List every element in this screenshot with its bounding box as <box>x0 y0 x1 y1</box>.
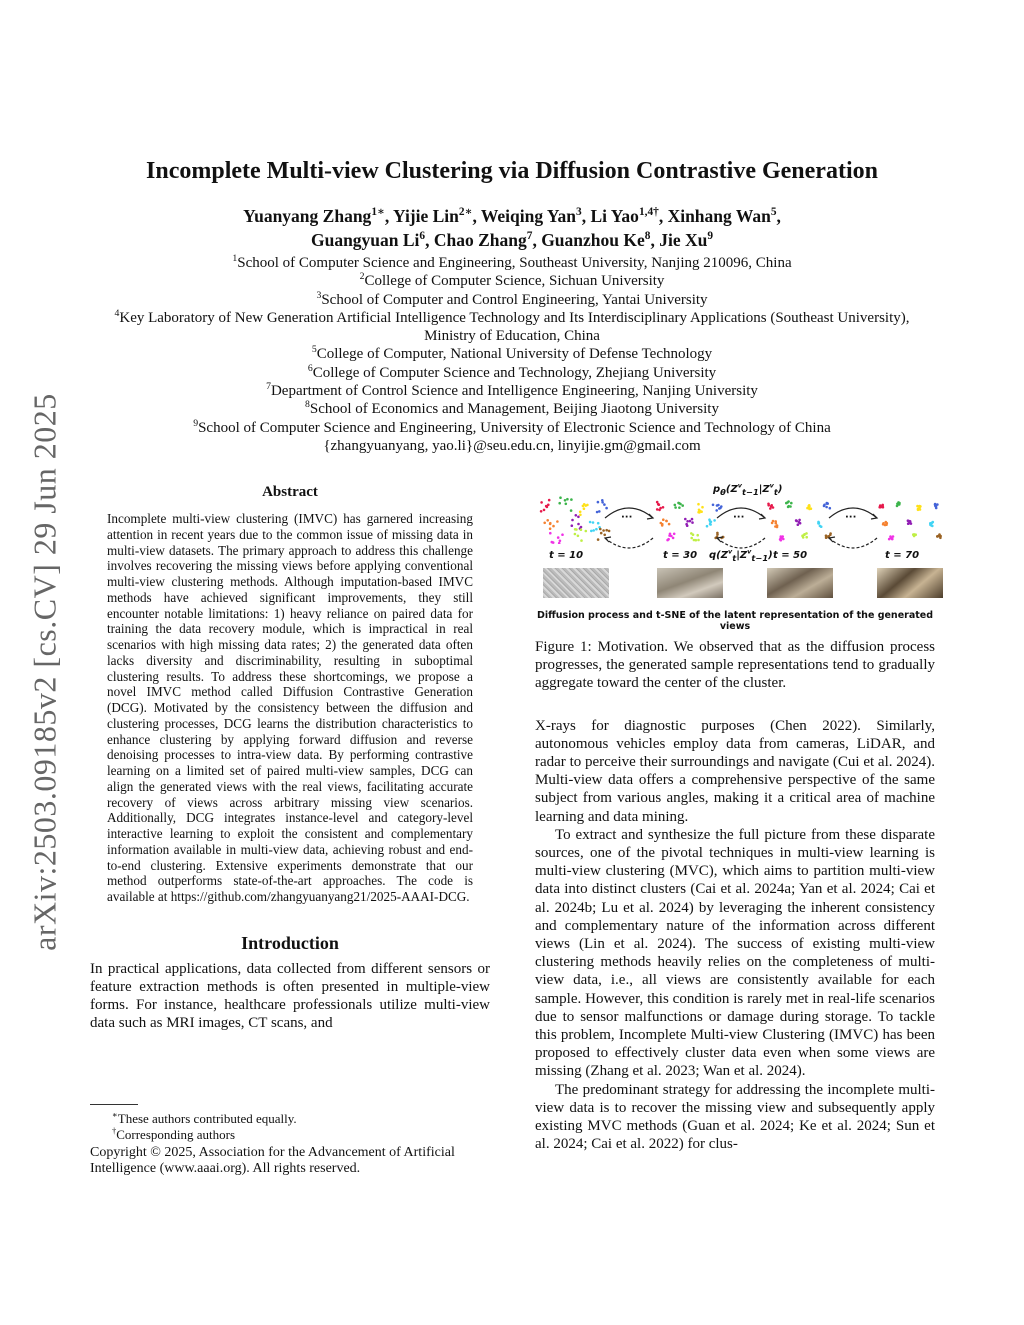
affiliation-text: School of Computer Science and Engineering, Southeast University, Nanjing 210096, China <box>237 255 792 271</box>
tsne-point <box>884 524 887 527</box>
affiliation <box>105 291 919 309</box>
affiliation-number: 1 <box>232 253 238 264</box>
right-column <box>535 481 935 1153</box>
tsne-point <box>547 504 550 507</box>
affiliation-text: College of Computer Science, Sichuan University <box>364 273 665 290</box>
tsne-point <box>543 522 546 525</box>
tsne-point <box>910 522 913 525</box>
tsne-point <box>601 499 604 502</box>
affiliation-number: 3 <box>316 289 322 301</box>
tsne-point <box>559 496 562 499</box>
tsne-point <box>571 519 574 522</box>
affiliation-number: 9 <box>193 417 199 429</box>
affiliation <box>105 254 919 272</box>
affiliation-text: School of Economics and Management, Beijing Jiaotong University <box>309 401 719 418</box>
author-name: Chao Zhang <box>433 230 527 250</box>
tsne-point <box>579 511 582 514</box>
tsne-point <box>552 525 555 528</box>
affiliation-text: School of Computer and Control Engineering, Yantai University <box>321 291 708 308</box>
tsne-point <box>769 507 772 510</box>
tsne-point <box>817 522 820 525</box>
tsne-point <box>540 501 543 504</box>
author-line-2: Guangyuan Li$^6$, Chao Zhang$^7$, Guanzhou Ke$^8$, Jie Xu$^9$ <box>310 230 714 250</box>
timestep-label: t = 70 <box>885 550 920 561</box>
tsne-point <box>580 528 583 531</box>
affiliation-number: 5 <box>311 344 317 356</box>
tsne-point <box>570 498 573 501</box>
motivation-figure <box>535 481 935 632</box>
tsne-point <box>686 524 689 527</box>
author-affiliation-mark: 6 <box>419 230 426 243</box>
affiliation-number: 4 <box>114 307 120 319</box>
tsne-point <box>668 523 671 526</box>
tsne-point <box>661 524 664 527</box>
tsne-point <box>808 508 811 511</box>
introduction-heading: Introduction <box>241 932 339 953</box>
tsne-point <box>785 502 788 505</box>
affiliation <box>105 309 919 346</box>
tsne-point <box>803 533 806 536</box>
tsne-point <box>590 530 593 533</box>
affiliation <box>105 400 919 418</box>
tsne-plot <box>871 496 949 544</box>
tsne-point <box>595 528 598 531</box>
tsne-point <box>699 510 702 513</box>
tsne-point <box>918 505 921 508</box>
ellipsis: ··· <box>621 512 633 523</box>
tsne-point <box>574 528 577 531</box>
generated-view-image <box>767 568 833 598</box>
tsne-point <box>660 522 663 525</box>
tsne-point <box>681 504 684 507</box>
tsne-point <box>795 519 798 522</box>
tsne-point <box>889 535 892 538</box>
tsne-point <box>662 506 665 509</box>
tsne-point <box>692 533 695 536</box>
email-addresses: {zhangyuanyang, yao.li}@seu.edu.cn, linyijie.gm@gmail.com <box>323 437 701 454</box>
ellipsis: ··· <box>845 512 857 523</box>
timestep-label: t = 10 <box>549 550 584 561</box>
tsne-point <box>697 539 700 542</box>
tsne-point <box>774 525 777 528</box>
tsne-point <box>686 520 689 523</box>
tsne-point <box>709 520 712 523</box>
tsne-point <box>579 514 582 517</box>
paper-title: Incomplete Multi-view Clustering via Diffusion Contrastive Generation <box>146 158 878 184</box>
author-affiliation-mark: 1,4† <box>638 206 659 219</box>
affiliation <box>105 345 919 363</box>
tsne-point <box>580 526 583 529</box>
affiliation-list <box>105 254 919 455</box>
tsne-point <box>577 516 580 519</box>
tsne-point <box>597 538 600 541</box>
tsne-point <box>575 514 578 517</box>
tsne-point <box>549 522 552 525</box>
left-column <box>90 484 490 1033</box>
author-name: Jie Xu <box>659 230 708 250</box>
author-list <box>0 204 1024 252</box>
tsne-point <box>885 521 888 524</box>
tsne-point <box>540 510 543 513</box>
tsne-point <box>787 506 790 509</box>
footnote-corresponding: †Corresponding authors <box>112 1125 236 1142</box>
tsne-point <box>558 502 561 505</box>
tsne-point <box>919 508 922 511</box>
author-affiliation-mark: 7 <box>526 230 533 243</box>
tsne-point <box>939 535 942 538</box>
tsne-point <box>690 537 693 540</box>
tsne-point <box>570 509 573 512</box>
body-paragraph: X-rays for diagnostic purposes (Chen 2022). Similarly, autonomous vehicles employ data from cameras, LiDAR, and radar to perceive their surroundings and navigate (Cui et al. 2024). Multi-view data offers a comprehensive perspective of the same subject from various angles, making it a critical area of machine learning and data mining. <box>535 717 935 825</box>
figure-subtitle: Diffusion process and t-SNE of the latent representation of the generated views <box>536 610 934 632</box>
tsne-point <box>914 533 917 536</box>
tsne-point <box>709 523 712 526</box>
tsne-point <box>706 525 709 528</box>
body-paragraph: The predominant strategy for addressing the incomplete multi-view data is to recover the missing view and subsequently apply existing MVC methods (Guan et al. 2024; Ke et al. 2024; Sun et al. 2024; Cai et al. 2022) for clus- <box>535 1081 935 1153</box>
tsne-plot-svg <box>871 496 949 544</box>
tsne-point <box>798 519 801 522</box>
author-line-1: Yuanyang Zhang$^{1∗}$, Yijie Lin$^{2∗}$, Weiqing Yan$^3$, Li Yao$^{1,4\dagger}$, Xinhang Wan$^5$, <box>243 206 781 226</box>
tsne-point <box>597 522 600 525</box>
generated-view-image <box>657 568 723 598</box>
affiliation-text: Key Laboratory of New Generation Artificial Intelligence Technology and Its Interdisciplinary Applications (Southeast University), Ministry of Education, China <box>119 309 910 345</box>
author-name: Yijie Lin <box>392 206 459 226</box>
tsne-point <box>780 536 783 539</box>
tsne-point <box>689 520 692 523</box>
timestep-label: t = 50 <box>773 550 808 561</box>
affiliation-text: College of Computer, National University of Defense Technology <box>316 346 713 363</box>
author-name: Guanzhou Ke <box>541 230 645 250</box>
ellipsis: ··· <box>733 512 745 523</box>
affiliation-number: 7 <box>266 381 271 393</box>
tsne-point <box>589 521 592 524</box>
tsne-point <box>667 538 670 541</box>
tsne-point <box>557 536 560 539</box>
tsne-point <box>583 507 586 510</box>
tsne-point <box>691 521 694 524</box>
generated-view-image <box>877 568 943 598</box>
tsne-point <box>546 519 549 522</box>
tsne-point <box>552 541 555 544</box>
tsne-point <box>561 533 564 536</box>
copyright-notice: Copyright © 2025, Association for the Advancement of Artificial Intelligence (www.aaai.org). All rights reserved. <box>90 1145 455 1177</box>
author-name: Xinhang Wan <box>667 206 771 226</box>
tsne-point <box>808 505 811 508</box>
tsne-point <box>580 539 583 542</box>
tsne-point <box>780 539 783 542</box>
abstract-text: Incomplete multi-view clustering (IMVC) has garnered increasing attention in recent years due to the common issue of missing data in multi-view datasets. The primary approach to address this challenge involves recovering the missing views before applying conventional multi-view clustering methods. Although imputation-based IMVC methods have achieved significant improvements, they still encounter notable limitations: 1) heavy reliance on paired data for training the data recovery module, which is impractical in real scenarios with high missing data rates; 2) the generated data often lacks diversity and discriminability, resulting in suboptimal clustering results. To address these shortcomings, we propose a novel IMVC method called Diffusion Contrastive Generation (DCG). Motivated by the consistency between the diffusion and clustering processes, DCG learns the distribution characteristics to enhance clustering by applying forward diffusion and reverse denoising processes to intra-view data. By performing contrastive learning on a limited set of paired multi-view samples, DCG can align the generated views with the real views, facilitating accurate recovery of views across arbitrary missing view scenarios. Additionally, DCG integrates instance-level and category-level interactive learning to exploit the consistent and complementary information available in multi-view data, achieving robust and end-to-end clustering. Extensive experiments demonstrate that our method outperforms state-of-the-art approaches. The code is available at https://github.com/zhangyuanyang21/2025-AAAI-DCG. <box>107 511 473 904</box>
author-name: Weiqing Yan <box>480 206 577 226</box>
generated-view-noise <box>543 568 609 598</box>
affiliation-number: 6 <box>307 362 313 374</box>
author-affiliation-mark: 9 <box>707 230 714 243</box>
body-paragraph: To extract and synthesize the full picture from these disparate sources, one of the pivotal techniques in multi-view learning is multi-view clustering (MVC), which aims to partition multi-view data into distinct clusters (Cai et al. 2024a; Yan et al. 2024; Cai et al. 2024b; Lu et al. 2024) by leveraging the inherent consistency and complementary nature of the information across different views (Lin et al. 2024). The success of existing multi-view clustering methods heavily relies on the completeness of multi-view data, i.e., all views are consistently available for each sample. However, this condition is rarely met in real-life scenarios due to sensor malfunctions or damage during storage. To tackle this problem, Incomplete Multi-view Clustering (IMVC) has been proposed to effectively cluster data even when some views are missing (Zhang et al. 2023; Wan et al. 2024). <box>535 826 935 1080</box>
tsne-point <box>696 534 699 537</box>
tsne-point <box>596 511 599 514</box>
tsne-point <box>566 498 569 501</box>
affiliation <box>105 364 919 382</box>
affiliation-text: Department of Control Science and Intelligence Engineering, Nanjing University <box>270 383 758 400</box>
author-name: Yuanyang Zhang <box>243 206 372 226</box>
tsne-point <box>896 505 899 508</box>
tsne-point <box>577 523 580 526</box>
tsne-point <box>691 518 694 521</box>
tsne-point <box>819 525 822 528</box>
tsne-point <box>771 522 774 525</box>
tsne-point <box>898 502 901 505</box>
affiliation <box>105 419 919 437</box>
tsne-point <box>556 520 559 523</box>
tsne-point <box>549 527 552 530</box>
tsne-point <box>679 503 682 506</box>
tsne-point <box>564 499 567 502</box>
author-affiliation-mark: 2∗ <box>458 206 473 219</box>
affiliation-text: School of Computer Science and Engineering, University of Electronic Science and Technology of China <box>198 419 831 436</box>
tsne-point <box>665 520 668 523</box>
tsne-point <box>662 518 665 521</box>
tsne-point <box>775 522 778 525</box>
tsne-point <box>543 509 546 512</box>
tsne-point <box>701 506 704 509</box>
author-affiliation-mark: 8 <box>644 230 651 243</box>
tsne-point <box>697 503 700 506</box>
arxiv-sidebar <box>20 372 70 972</box>
timestep-label: t = 30 <box>663 550 698 561</box>
author-name: Li Yao <box>590 206 639 226</box>
tsne-point <box>907 522 910 525</box>
tsne-point <box>558 542 561 544</box>
tsne-point <box>907 520 910 523</box>
tsne-point <box>565 503 568 506</box>
tsne-point <box>695 539 698 542</box>
tsne-point <box>592 529 595 532</box>
math-text: $p_\theta(Z^v_{t-1}|Z^v_t)$ <box>713 481 783 497</box>
tsne-point <box>549 532 552 535</box>
tsne-point <box>548 499 551 502</box>
footnotes <box>90 1104 490 1177</box>
tsne-point <box>559 540 562 543</box>
affiliation-number: 8 <box>305 399 310 411</box>
tsne-point <box>678 506 681 509</box>
footnote-rule <box>90 1104 138 1105</box>
tsne-point <box>805 536 808 539</box>
tsne-point <box>770 504 773 507</box>
tsne-point <box>674 506 677 509</box>
tsne-point <box>574 533 577 536</box>
tsne-point <box>592 521 595 524</box>
arxiv-identifier: arXiv:2503.09185v2 [cs.CV] 29 Jun 2025 <box>26 393 63 951</box>
tsne-point <box>584 504 587 507</box>
tsne-point <box>674 504 677 507</box>
tsne-point <box>798 521 801 524</box>
affiliation-text: College of Computer Science and Technology, Zhejiang University <box>312 364 717 381</box>
tsne-point <box>657 503 660 506</box>
figure-caption: Figure 1: Motivation. We observed that as the diffusion process progresses, the generated sample representations tend to gradually aggregate toward the center of the cluster. <box>535 639 935 692</box>
tsne-point <box>577 535 580 538</box>
tsne-point <box>585 530 588 533</box>
tsne-point <box>597 501 600 504</box>
tsne-point <box>930 522 933 525</box>
tsne-point <box>684 518 687 521</box>
author-name: Guangyuan Li <box>310 230 420 250</box>
math-text: $q(Z^v_t|Z^v_{t-1})$ <box>709 547 773 563</box>
tsne-point <box>672 537 675 540</box>
footnote-equal-contribution: ∗These authors contributed equally. <box>112 1109 297 1126</box>
tsne-point <box>668 534 671 537</box>
tsne-point <box>658 509 661 512</box>
affiliation <box>105 272 919 290</box>
tsne-point <box>912 533 915 536</box>
author-affiliation-mark: 3 <box>576 206 582 219</box>
tsne-point <box>790 502 793 505</box>
affiliation <box>105 382 919 400</box>
tsne-point <box>673 533 676 536</box>
affiliation-number: 2 <box>359 271 365 283</box>
tsne-point <box>934 505 937 508</box>
author-affiliation-mark: 5 <box>770 206 777 219</box>
tsne-point <box>582 505 585 508</box>
tsne-point <box>571 524 574 527</box>
tsne-point <box>797 523 800 526</box>
author-affiliation-mark: 1∗ <box>371 206 385 219</box>
abstract-heading: Abstract <box>262 484 318 500</box>
intro-paragraph: In practical applications, data collected from different sensors or feature extraction methods is often presented in multiple-view forms. For instance, healthcare professionals utilize multi-view data such as MRI images, CT scans, and <box>90 960 490 1032</box>
